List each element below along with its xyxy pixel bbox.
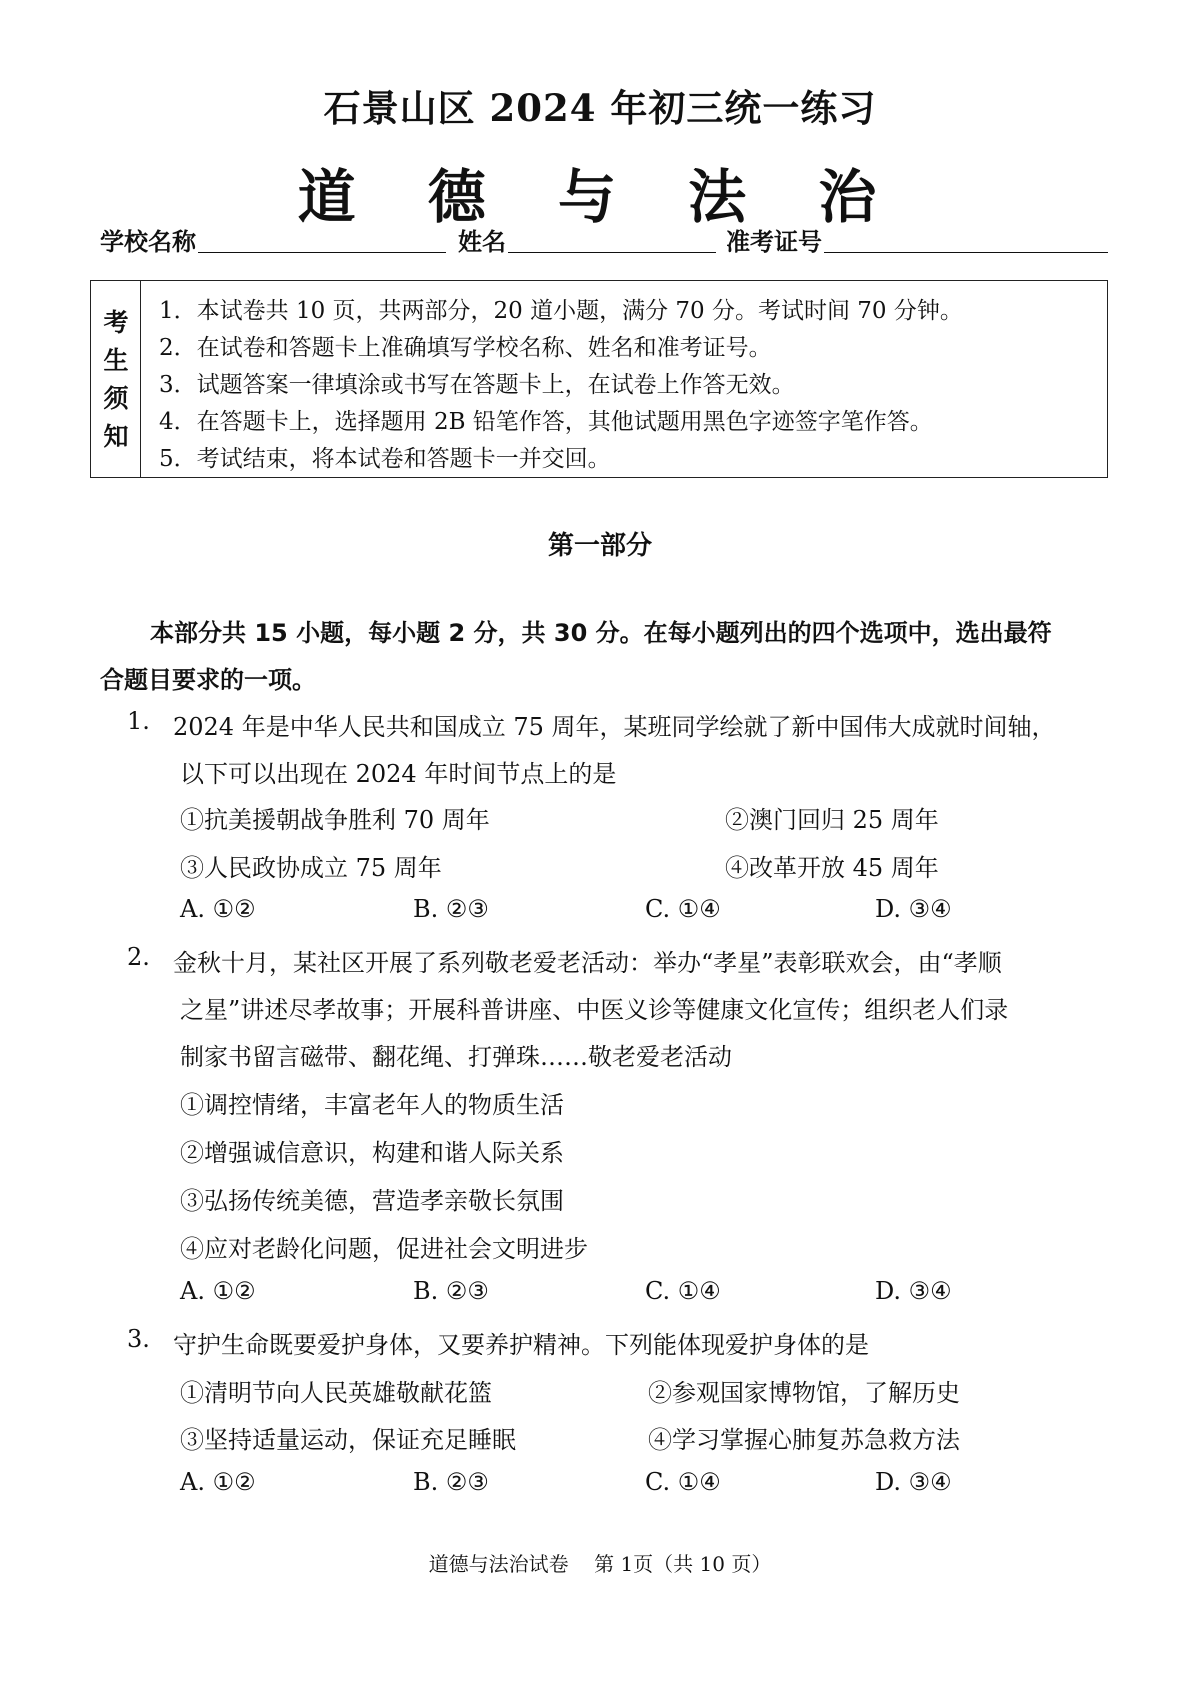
question-stem-line: 金秋十月，某社区开展了系列敬老爱老活动：举办“孝星”表彰联欢会，由“孝顺	[173, 949, 1002, 977]
question-number: 2.	[127, 943, 150, 971]
statement-option: ④改革开放 45 周年	[725, 854, 939, 882]
answer-choice-a: A. ①②	[180, 1277, 256, 1305]
answer-choice-c: C. ①④	[645, 1468, 721, 1496]
answer-choice-c: C. ①④	[645, 1277, 721, 1305]
question-stem-line: 以下可以出现在 2024 年时间节点上的是	[180, 760, 617, 788]
statement-option: ④应对老龄化问题，促进社会文明进步	[180, 1235, 588, 1263]
answer-choice-d: D. ③④	[875, 1468, 952, 1496]
question-number: 1.	[127, 707, 150, 735]
answer-choice-a: A. ①②	[180, 895, 256, 923]
page-footer: 道德与法治试卷 第 1页（共 10 页）	[428, 1552, 772, 1576]
notice-label-char: 知	[103, 422, 129, 451]
answer-choice-d: D. ③④	[875, 895, 952, 923]
answer-choice-b: B. ②③	[413, 1277, 489, 1305]
school-name-label: 学校名称	[100, 228, 196, 256]
exam-id-label: 准考证号	[726, 228, 822, 256]
notice-item: 2．在试卷和答题卡上准确填写学校名称、姓名和准考证号。	[159, 335, 772, 361]
notice-item: 5．考试结束，将本试卷和答题卡一并交回。	[159, 446, 611, 472]
statement-option: ③坚持适量运动，保证充足睡眠	[180, 1426, 516, 1454]
notice-label	[91, 281, 141, 477]
answer-choice-d: D. ③④	[875, 1277, 952, 1305]
section-title: 第一部分	[547, 531, 652, 561]
notice-item: 4．在答题卡上，选择题用 2B 铅笔作答，其他试题用黑色字迹签字笔作答。	[159, 409, 933, 435]
exam-id-field[interactable]	[824, 252, 1108, 253]
statement-option: ③人民政协成立 75 周年	[180, 854, 442, 882]
subject-title: 道 德 与 法 治	[297, 163, 903, 231]
answer-choice-c: C. ①④	[645, 895, 721, 923]
statement-option: ②参观国家博物馆，了解历史	[648, 1379, 960, 1407]
candidate-notice-box	[90, 280, 1108, 478]
answer-choice-b: B. ②③	[413, 1468, 489, 1496]
question-stem-line: 制家书留言磁带、翻花绳、打弹珠……敬老爱老活动	[180, 1043, 732, 1071]
statement-option: ④学习掌握心肺复苏急救方法	[648, 1426, 960, 1454]
notice-item: 3．试题答案一律填涂或书写在答题卡上，在试卷上作答无效。	[159, 372, 795, 398]
answer-choice-b: B. ②③	[413, 895, 489, 923]
statement-option: ③弘扬传统美德，营造孝亲敬长氛围	[180, 1187, 564, 1215]
question-stem-line: 守护生命既要爱护身体，又要养护精神。下列能体现爱护身体的是	[173, 1331, 869, 1359]
answer-choice-a: A. ①②	[180, 1468, 256, 1496]
statement-option: ①清明节向人民英雄敬献花篮	[180, 1379, 492, 1407]
name-field[interactable]	[508, 252, 716, 253]
question-stem-line: 之星”讲述尽孝故事；开展科普讲座、中医义诊等健康文化宣传；组织老人们录	[180, 996, 1009, 1024]
section-intro-line: 合题目要求的一项。	[100, 666, 316, 694]
candidate-info-row	[100, 222, 1108, 256]
notice-label-char: 考	[103, 308, 129, 337]
notice-label-char: 须	[103, 384, 129, 413]
statement-option: ①抗美援朝战争胜利 70 周年	[180, 806, 490, 834]
school-name-field[interactable]	[198, 252, 446, 253]
question-number: 3.	[127, 1325, 150, 1353]
notice-label-char: 生	[103, 346, 129, 375]
statement-option: ②增强诚信意识，构建和谐人际关系	[180, 1139, 564, 1167]
name-label: 姓名	[458, 228, 506, 256]
statement-option: ②澳门回归 25 周年	[725, 806, 939, 834]
statement-option: ①调控情绪，丰富老年人的物质生活	[180, 1091, 564, 1119]
question-stem-line: 2024 年是中华人民共和国成立 75 周年，某班同学绘就了新中国伟大成就时间轴，	[173, 713, 1056, 741]
notice-item: 1．本试卷共 10 页，共两部分，20 道小题，满分 70 分。考试时间 70 分钟。	[159, 298, 963, 324]
exam-title: 石景山区 2024 年初三统一练习	[323, 86, 877, 130]
section-intro-line: 本部分共 15 小题，每小题 2 分，共 30 分。在每小题列出的四个选项中，选出最符	[150, 619, 1052, 647]
